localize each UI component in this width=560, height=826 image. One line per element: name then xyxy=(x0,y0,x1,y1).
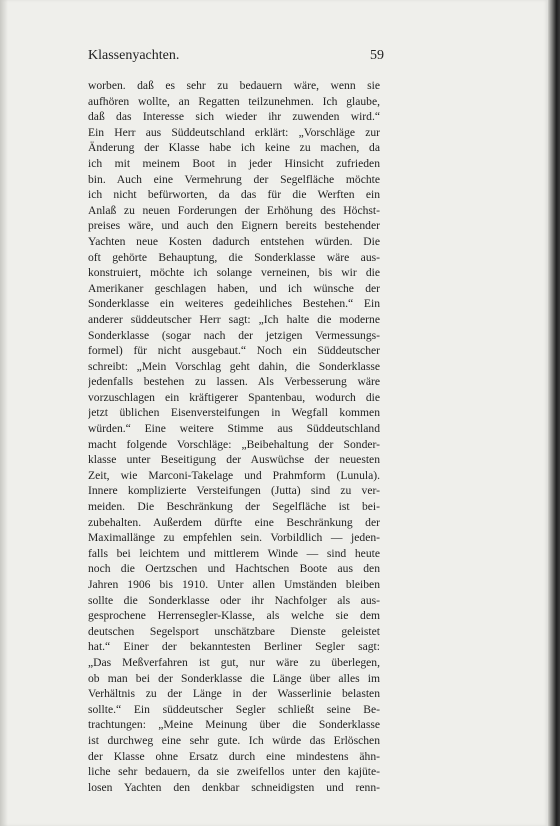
text-line: trachtungen: „Meine Meinung über die Sonderklasse xyxy=(88,718,380,732)
text-line: bin. Auch eine Vermehrung der Segelfläche möchte xyxy=(88,172,380,186)
text-line: sollte die Sonderklasse oder ihr Nachfolger als aus- xyxy=(88,593,380,607)
text-line: Maximallänge zu empfehlen sein. Vorbildlich — jeden- xyxy=(88,531,380,545)
text-line: schreibt: „Mein Vorschlag geht dahin, die Sonderklasse xyxy=(88,359,380,373)
text-line: noch die Oertzschen und Hachtschen Boote aus den xyxy=(88,562,380,576)
text-line: preises wäre, und auch den Eignern bereits bestehender xyxy=(88,219,380,233)
text-line: anderer süddeutscher Herr sagt: „Ich halte die moderne xyxy=(88,312,380,326)
text-line: Änderung der Klasse habe ich keine zu machen, da xyxy=(88,141,380,155)
text-line: formel) für nicht ausgebaut.“ Noch ein Süddeutscher xyxy=(88,344,380,358)
text-line: klasse unter Beseitigung der Auswüchse der neuesten xyxy=(88,453,380,467)
text-line: Amerikaner geschlagen haben, und ich wünsche der xyxy=(88,281,380,295)
text-line: Zeit, wie Marconi-Takelage und Prahmform (Lunula). xyxy=(88,468,380,482)
text-line: meiden. Die Beschränkung der Segelfläche ist bei- xyxy=(88,500,380,514)
text-line: würden.“ Eine weitere Stimme aus Süddeutschland xyxy=(88,422,380,436)
text-line: vorzuschlagen ein kräftigerer Spantenbau, wodurch die xyxy=(88,390,380,404)
text-line: Sonderklasse ein weiteres gedeihliches Bestehen.“ Ein xyxy=(88,297,380,311)
body-text xyxy=(88,78,380,795)
page-gutter-shadow xyxy=(0,0,8,826)
text-line: zubehalten. Außerdem dürfte eine Beschränkung der xyxy=(88,515,380,529)
text-line: daß das Interesse sich wieder ihr zuwenden wird.“ xyxy=(88,110,380,124)
text-line: ich mit meinem Boot in jeder Hinsicht zufrieden xyxy=(88,156,380,170)
text-line: liche sehr bedauern, da sie zweifellos unter den kajüte- xyxy=(88,765,380,779)
text-line: Innere komplizierte Versteifungen (Jutta) sind zu ver- xyxy=(88,484,380,498)
text-line: Sonderklasse (sogar nach der jetzigen Vermessungs- xyxy=(88,328,380,342)
text-line: macht folgende Vorschläge: „Beibehaltung der Sonder- xyxy=(88,437,380,451)
text-line: oft gehörte Behauptung, die Sonderklasse wäre aus- xyxy=(88,250,380,264)
text-line: Jahren 1906 bis 1910. Unter allen Umständen bleiben xyxy=(88,578,380,591)
text-line: deutschen Segelsport unschätzbare Dienste geleistet xyxy=(88,624,380,638)
text-line: jetzt üblichen Eisenversteifungen in Wegfall kommen xyxy=(88,406,380,420)
text-line: Ein Herr aus Süddeutschland erklärt: „Vorschläge zur xyxy=(88,125,380,139)
text-line: falls bei leichtem und mittlerem Winde — sind heute xyxy=(88,546,380,560)
text-line: ist durchweg eine sehr gute. Ich würde das Erlöschen xyxy=(88,733,380,747)
text-line: „Das Meßverfahren ist gut, nur wäre zu überlegen, xyxy=(88,655,380,669)
text-line: ob man bei der Sonderklasse die Länge über alles im xyxy=(88,671,380,685)
page-number: 59 xyxy=(370,48,384,63)
text-line: Anlaß zu neuen Forderungen der Erhöhung des Höchst- xyxy=(88,203,380,217)
text-line: worben. daß es sehr zu bedauern wäre, wenn sie xyxy=(88,79,380,92)
text-line: sollte.“ Ein süddeutscher Segler schließt seine Be- xyxy=(88,702,380,716)
text-line: hat.“ Einer der bekanntesten Berliner Segler sagt: xyxy=(88,640,380,654)
text-line: aufhören wollte, an Regatten teilzunehmen. Ich glaube, xyxy=(88,94,380,108)
text-line: gesprochene Herrensegler-Klasse, als welche sie dem xyxy=(88,609,380,623)
text-line: der Klasse ohne Ersatz durch eine mindestens ähn- xyxy=(88,749,380,763)
text-line: Yachten neue Kosten dadurch entstehen würden. Die xyxy=(88,234,380,248)
running-title: Klassenyachten. xyxy=(88,48,180,63)
text-line: konstruiert, möchte ich solange verneinen, bis wir die xyxy=(88,266,380,280)
scan-edge xyxy=(548,0,560,826)
text-line: Verhältnis zu der Länge in der Wasserlinie belasten xyxy=(88,687,380,701)
text-line: losen Yachten den denkbar schneidigsten und renn- xyxy=(88,780,380,794)
text-line: ich nicht befürworten, da das für die Werften ein xyxy=(88,188,380,202)
text-line: jedenfalls bestehen zu lassen. Als Verbesserung wäre xyxy=(88,375,380,389)
